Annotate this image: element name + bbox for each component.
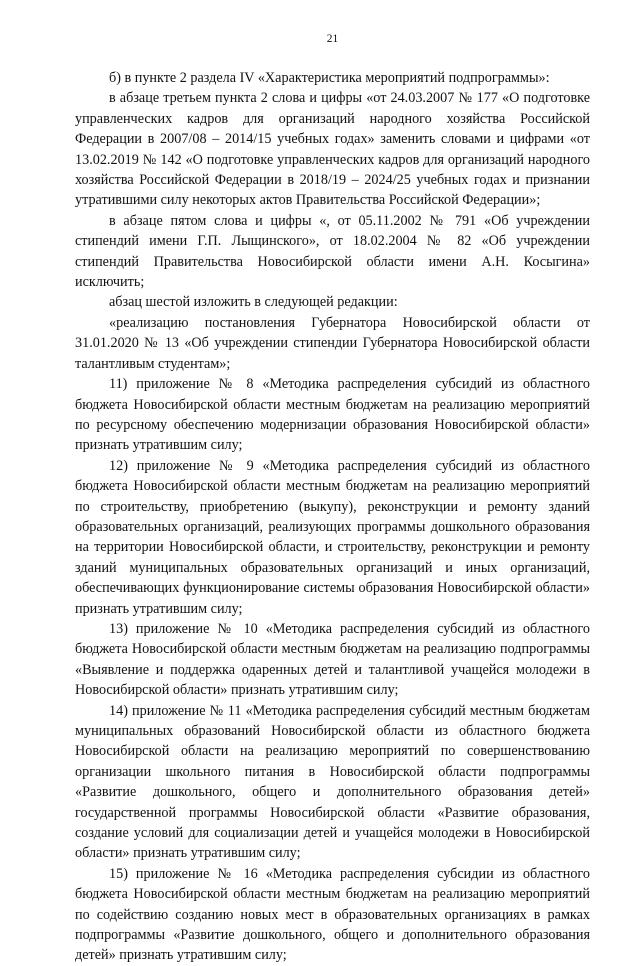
- paragraph-new-wording: «реализацию постановления Губернатора Новосибирской области от 31.01.2020 № 13 «Об учреждении стипендии Губернатора Новосибирской области талантливым студентам»;: [75, 314, 590, 372]
- page-number: 21: [326, 33, 339, 45]
- paragraph-fifth-abzac: в абзаце пятом слова и цифры «, от 05.11.2002 № 791 «Об учреждении стипендий имени Г.П. Лыщинского», от 18.02.2004 № 82 «Об учреждении стипендий Правительства Новосибирской области имени А.Н. Косыгина» исключить;: [75, 212, 590, 291]
- paragraph-third-abzac: в абзаце третьем пункта 2 слова и цифры «от 24.03.2007 № 177 «О подготовке управленческих кадров для организаций народного хозяйства Российской Федерации в 2007/08 – 2014/15 учебных годах» заменить словами и цифрами «от 13.02.2019 № 142 «О подготовке управленческих кадров для организаций народного хозяйства Российской Федерации в 2018/19 – 2024/25 учебных годах и признании утратившими силу некоторых актов Правительства Российской Федерации»;: [75, 90, 590, 209]
- paragraph-sixth-abzac: абзац шестой изложить в следующей редакции:: [109, 294, 398, 311]
- paragraph-item-11: 11) приложение № 8 «Методика распределения субсидий из областного бюджета Новосибирской области местным бюджетам на реализацию мероприятий по ресурсному обеспечению модернизации образования Новосибирской области» признать утратившим силу;: [75, 376, 590, 454]
- paragraph-item-13: 13) приложение № 10 «Методика распределения субсидий из областного бюджета Новосибирской области местным бюджетам на реализацию подпрограммы «Выявление и поддержка одаренных детей и талантливой учащейся молодежи в Новосибирской области» признать утратившим силу;: [75, 620, 590, 699]
- paragraph-item-12: 12) приложение № 9 «Методика распределения субсидий из областного бюджета Новосибирской области местным бюджетам на реализацию мероприятий по строительству, приобретению (выкупу), реконструкции и ремонту зданий образовательных организаций, реализующих программы дошкольного образования на территории Новосибирской области, и строительству, реконструкции и ремонту зданий муниципальных образовательных организаций и иных организаций, обеспечивающих функционирование системы образования Новосибирской области» признать утратившим силу;: [75, 457, 590, 617]
- paragraph-item-15: 15) приложение № 16 «Методика распределения субсидии из областного бюджета Новосибирской области местным бюджетам на реализацию мероприятий по содействию созданию новых мест в образовательных организациях в рамках подпрограммы «Развитие дошкольного, общего и дополнительного образования детей» признать утратившим силу;: [75, 865, 590, 964]
- paragraph-section-b: б) в пункте 2 раздела IV «Характеристика мероприятий подпрограммы»:: [109, 70, 550, 86]
- paragraph-item-14: 14) приложение № 11 «Методика распределения субсидий местным бюджетам муниципальных образований Новосибирской области из областного бюджета Новосибирской области на реализацию мероприятий по совершенствованию организации школьного питания в Новосибирской области подпрограммы «Развитие дошкольного, общего и дополнительного образования детей» государственной программы Новосибирской области «Развитие образования, создание условий для социализации детей и учащейся молодежи в Новосибирской области» признать утратившим силу;: [75, 702, 590, 862]
